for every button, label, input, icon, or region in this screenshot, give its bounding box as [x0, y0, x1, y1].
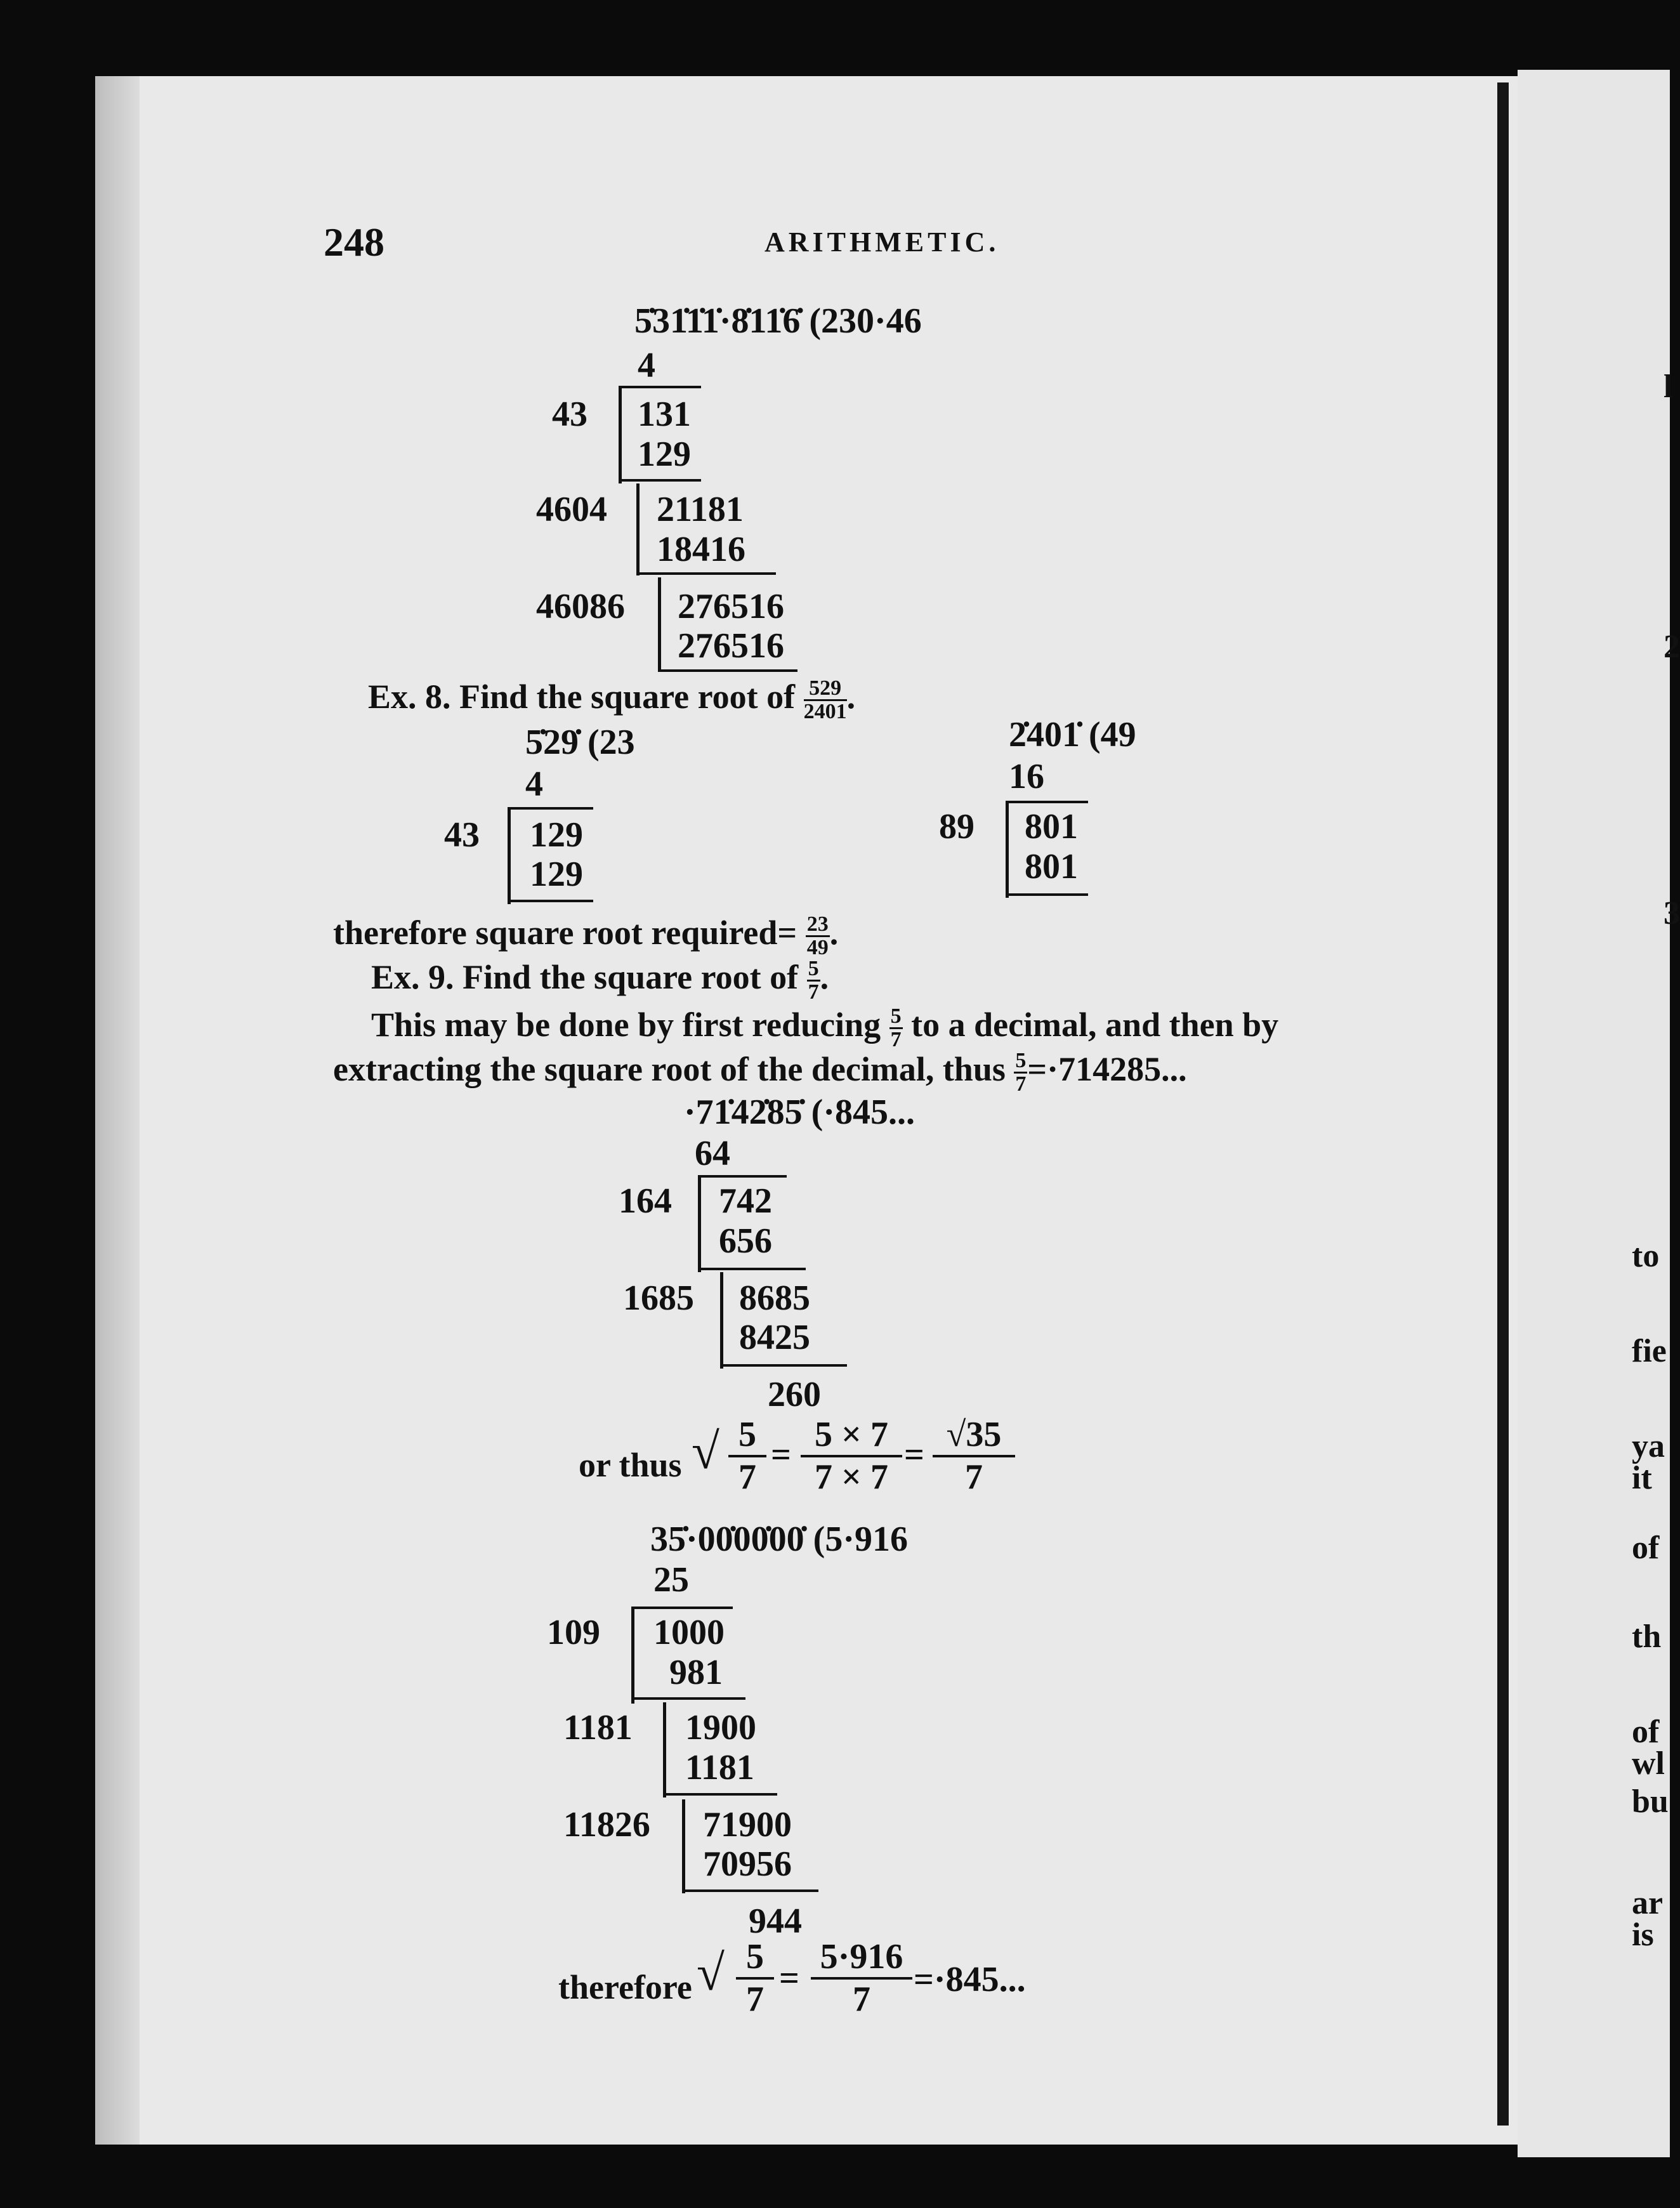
- ex7-rule: [636, 572, 776, 575]
- ex9-therefore: therefore: [558, 1968, 692, 2006]
- ex9-bracket: [682, 1799, 685, 1893]
- ex8-right-sub: 16: [1009, 757, 1044, 796]
- ex9-eq3-num: √35: [933, 1416, 1015, 1457]
- ex9-inline-fraction: [889, 1006, 903, 1051]
- ex9-inline-fraction: [1014, 1050, 1027, 1095]
- ex7-divisor: 43: [552, 395, 587, 434]
- ex7-radicand-line: 5̇31̇1̇1̇·8̇11̇6̇ (230·46: [634, 301, 922, 341]
- ex9-rule: [682, 1889, 818, 1892]
- ex9-frac-num: 5: [808, 957, 819, 980]
- ex9-decimal-dividend: 742: [719, 1181, 772, 1221]
- ex9-line2-text-a: extracting the square root of the decimal, thus: [333, 1049, 1006, 1088]
- ex9-bracket: [663, 1702, 666, 1797]
- facing-page-fragment: fie: [1632, 1333, 1667, 1369]
- ex9-inline-den: 7: [890, 1028, 902, 1051]
- facing-page-fragment: ya: [1632, 1428, 1665, 1464]
- ex8-left-head: 5̇29̇ (23: [525, 723, 635, 762]
- ex9-sqrt35-dividend: 71900: [703, 1805, 792, 1844]
- ex9-eq2-den: 7 × 7: [815, 1457, 888, 1497]
- ex9-equals: =: [771, 1435, 791, 1475]
- ex9-fin1-den: 7: [746, 1979, 764, 2019]
- ex9-or-thus: or thus: [579, 1446, 682, 1484]
- ex8-rule: [508, 807, 593, 810]
- ex9-bracket: [698, 1177, 701, 1272]
- ex8-fraction: [804, 678, 847, 723]
- ex9-final-frac-1: [736, 1938, 774, 2018]
- ex9-prompt: [371, 958, 829, 1003]
- page-number: 248: [324, 220, 384, 265]
- ex9-sqrt35-divisor: 11826: [563, 1805, 650, 1844]
- ex8-left-dividend: 129: [530, 815, 583, 855]
- ex9-inline-den: 7: [1015, 1072, 1027, 1096]
- ex8-bracket: [508, 809, 511, 904]
- ex8-right-product: 801: [1025, 847, 1078, 886]
- ex9-sqrt35-sub: 25: [653, 1560, 689, 1600]
- ex9-inline-num: 5: [1015, 1049, 1027, 1072]
- ex7-rule: [619, 386, 701, 388]
- ex9-prompt-text: Ex. 9. Find the square root of: [371, 957, 799, 996]
- ex9-equals: =: [904, 1435, 924, 1475]
- ex9-fin2-num: 5·916: [811, 1938, 912, 1980]
- ex8-prompt: [368, 678, 855, 723]
- ex9-decimal-product: 656: [719, 1221, 772, 1261]
- ex9-decimal-divisor: 1685: [623, 1278, 694, 1318]
- ex8-prompt-text: Ex. 8. Find the square root of: [368, 677, 796, 716]
- ex9-decimal-sub: 64: [695, 1134, 730, 1173]
- ex8-conclusion-text: therefore square root required=: [333, 913, 797, 952]
- ex8-right-head: 2̇401̇ (49: [1009, 715, 1136, 754]
- ex8-rule: [508, 900, 593, 902]
- ex7-divisor: 46086: [536, 587, 625, 626]
- ex9-equals: =: [779, 1959, 799, 1998]
- ex8-frac-num: 529: [804, 678, 847, 701]
- ex8-left-sub: 4: [525, 765, 543, 804]
- ex9-rule: [631, 1697, 745, 1700]
- ex7-product: 276516: [678, 626, 784, 666]
- ex9-eq1-den: 7: [738, 1457, 756, 1497]
- ex9-fin2-den: 7: [853, 1979, 870, 2019]
- ex8-rule: [1006, 893, 1088, 896]
- ex9-rule: [720, 1364, 847, 1367]
- ex9-sqrt35-dividend: 1000: [653, 1613, 725, 1652]
- ex9-sqrt35-product: 981: [669, 1653, 723, 1692]
- facing-page-fragment: l: [1664, 369, 1673, 405]
- ex9-sqrt35-product: 1181: [685, 1748, 754, 1787]
- ex9-decimal-dividend: 8685: [739, 1278, 810, 1318]
- ex9-decimal-product: 8425: [739, 1318, 810, 1357]
- ex9-line2: [333, 1050, 1187, 1095]
- sqrt-icon: √: [692, 1424, 719, 1480]
- ex9-line1-text-b: to a decimal, and then by: [911, 1005, 1279, 1044]
- ex9-eq3-den: 7: [965, 1457, 983, 1497]
- ex7-dividend: 276516: [678, 587, 784, 626]
- ex8-right-dividend: 801: [1025, 807, 1078, 846]
- ex9-rule: [698, 1268, 806, 1270]
- facing-page-fragment: it: [1632, 1460, 1652, 1496]
- ex9-line2-text-b: =·714285...: [1027, 1049, 1187, 1088]
- ex9-bracket: [720, 1272, 723, 1369]
- ex9-sqrt35-dividend: 1900: [685, 1708, 756, 1747]
- ex7-rule: [658, 669, 797, 672]
- ex9-final-frac-2: [811, 1938, 912, 2018]
- running-title: ARITHMETIC.: [765, 227, 1000, 258]
- ex9-sqrt35-product: 70956: [703, 1844, 792, 1884]
- facing-page-fragment: to: [1632, 1238, 1660, 1274]
- ex9-bracket: [631, 1608, 634, 1704]
- facing-page-fragment: th: [1632, 1619, 1662, 1655]
- ex9-rule: [663, 1793, 777, 1796]
- ex9-prompt-end: .: [820, 957, 829, 996]
- ex8-conclusion-end: .: [829, 913, 839, 952]
- ex9-sqrt35-divisor: 1181: [563, 1708, 633, 1747]
- ex9-frac-den: 7: [808, 980, 819, 1004]
- ex7-dividend: 21181: [657, 490, 744, 529]
- ex9-fraction: [807, 958, 820, 1003]
- ex8-prompt-end: .: [846, 677, 856, 716]
- facing-page-fragment: bu: [1632, 1784, 1669, 1820]
- ex7-rule: [619, 479, 701, 482]
- ex9-rule: [698, 1175, 787, 1178]
- ex9-sqrt35-divisor: 109: [547, 1613, 600, 1652]
- ex8-bracket: [1006, 803, 1009, 898]
- book-gutter: [1497, 82, 1509, 2126]
- ex7-bracket: [636, 483, 640, 575]
- ex7-divisor: 4604: [536, 490, 607, 529]
- facing-page-fragment: wl: [1632, 1745, 1665, 1782]
- sqrt-icon: √: [697, 1945, 725, 2001]
- ex7-product: 129: [638, 435, 691, 474]
- ex9-eq-frac-2: [801, 1416, 902, 1496]
- ex9-eq-frac-1: [728, 1416, 766, 1496]
- ex8-conclusion: [333, 914, 838, 959]
- ex7-first-subtrahend: 4: [638, 346, 655, 385]
- facing-page-fragment: 2: [1664, 629, 1680, 665]
- facing-page-fragment: of: [1632, 1530, 1660, 1566]
- ex8-ans-den: 49: [806, 936, 829, 959]
- facing-page-fragment: of: [1632, 1714, 1660, 1750]
- ex9-decimal-divisor: 164: [619, 1181, 672, 1221]
- ex9-eq2-num: 5 × 7: [801, 1416, 902, 1457]
- ex9-sqrt35-remainder: 944: [749, 1902, 802, 1941]
- ex9-inline-num: 5: [890, 1004, 902, 1028]
- ex8-left-divisor: 43: [444, 815, 480, 855]
- ex9-sqrt35-head: 35̇·00̇00̇00̇ (5·916: [650, 1520, 908, 1559]
- ex8-frac-den: 2401: [803, 700, 847, 723]
- ex7-bracket: [658, 577, 661, 671]
- ex9-eq-frac-3: [933, 1416, 1015, 1496]
- ex8-right-divisor: 89: [939, 807, 975, 846]
- ex9-decimal-remainder: 260: [768, 1375, 821, 1414]
- ex9-final-result: =·845...: [914, 1960, 1026, 1999]
- ex9-eq1-num: 5: [728, 1416, 766, 1457]
- ex7-bracket: [619, 388, 622, 483]
- ex9-fin1-num: 5: [736, 1938, 774, 1980]
- ex8-ans-num: 23: [806, 912, 829, 936]
- ex8-answer-fraction: [806, 914, 830, 959]
- ex7-dividend: 131: [638, 395, 691, 434]
- ex9-line1-text-a: This may be done by first reducing: [371, 1005, 881, 1044]
- facing-page-fragment: 3: [1664, 895, 1680, 931]
- facing-page: [1518, 70, 1680, 2157]
- facing-page-fragment: is: [1632, 1917, 1654, 1953]
- ex9-decimal-head: ·71̇42̇85̇ (·845...: [684, 1093, 915, 1132]
- ex9-line1: [371, 1006, 1278, 1051]
- ex7-product: 18416: [657, 530, 745, 569]
- ex9-rule: [631, 1607, 733, 1609]
- facing-page-fragment: ar: [1632, 1885, 1664, 1921]
- ex8-rule: [1006, 801, 1088, 803]
- ex8-left-product: 129: [530, 855, 583, 894]
- page-edge: [95, 76, 140, 2145]
